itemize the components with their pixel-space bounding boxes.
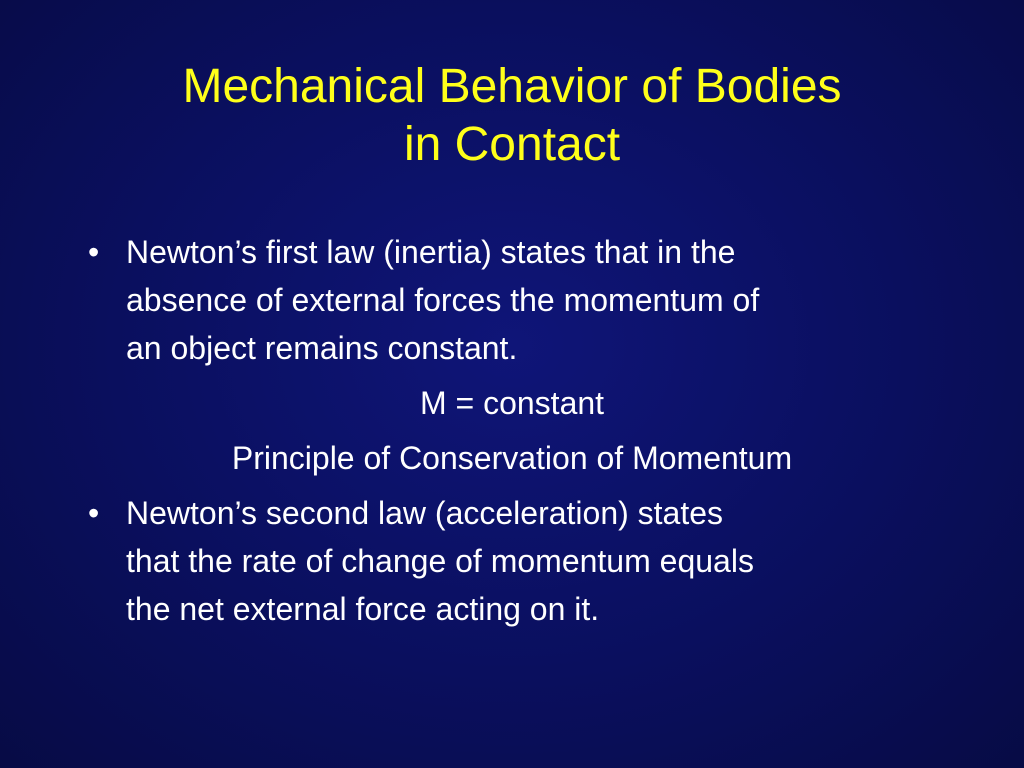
principle-line: Principle of Conservation of Momentum [231,440,793,476]
bullet-text-line: Newton’s second law (acceleration) states [126,495,724,531]
bullet-marker: • [88,495,100,531]
bullet-marker: • [88,234,100,270]
slide-body [82,228,942,633]
bullet-text-line: Newton’s first law (inertia) states that in the [126,234,736,270]
slide-title-line-1: Mechanical Behavior of Bodies [182,60,842,113]
bullet-text-line: that the rate of change of momentum equals [126,543,754,579]
slide-title-line-2: in Contact [403,118,621,171]
bullet-text-line: the net external force acting on it. [126,591,600,627]
equation-line: M = constant [419,385,605,421]
bullet-item-first-law [82,228,942,372]
slide-title [60,58,964,174]
bullet-text-line: absence of external forces the momentum of [126,282,760,318]
bullet-text-line: an object remains constant. [126,330,518,366]
bullet-item-second-law [82,489,942,633]
